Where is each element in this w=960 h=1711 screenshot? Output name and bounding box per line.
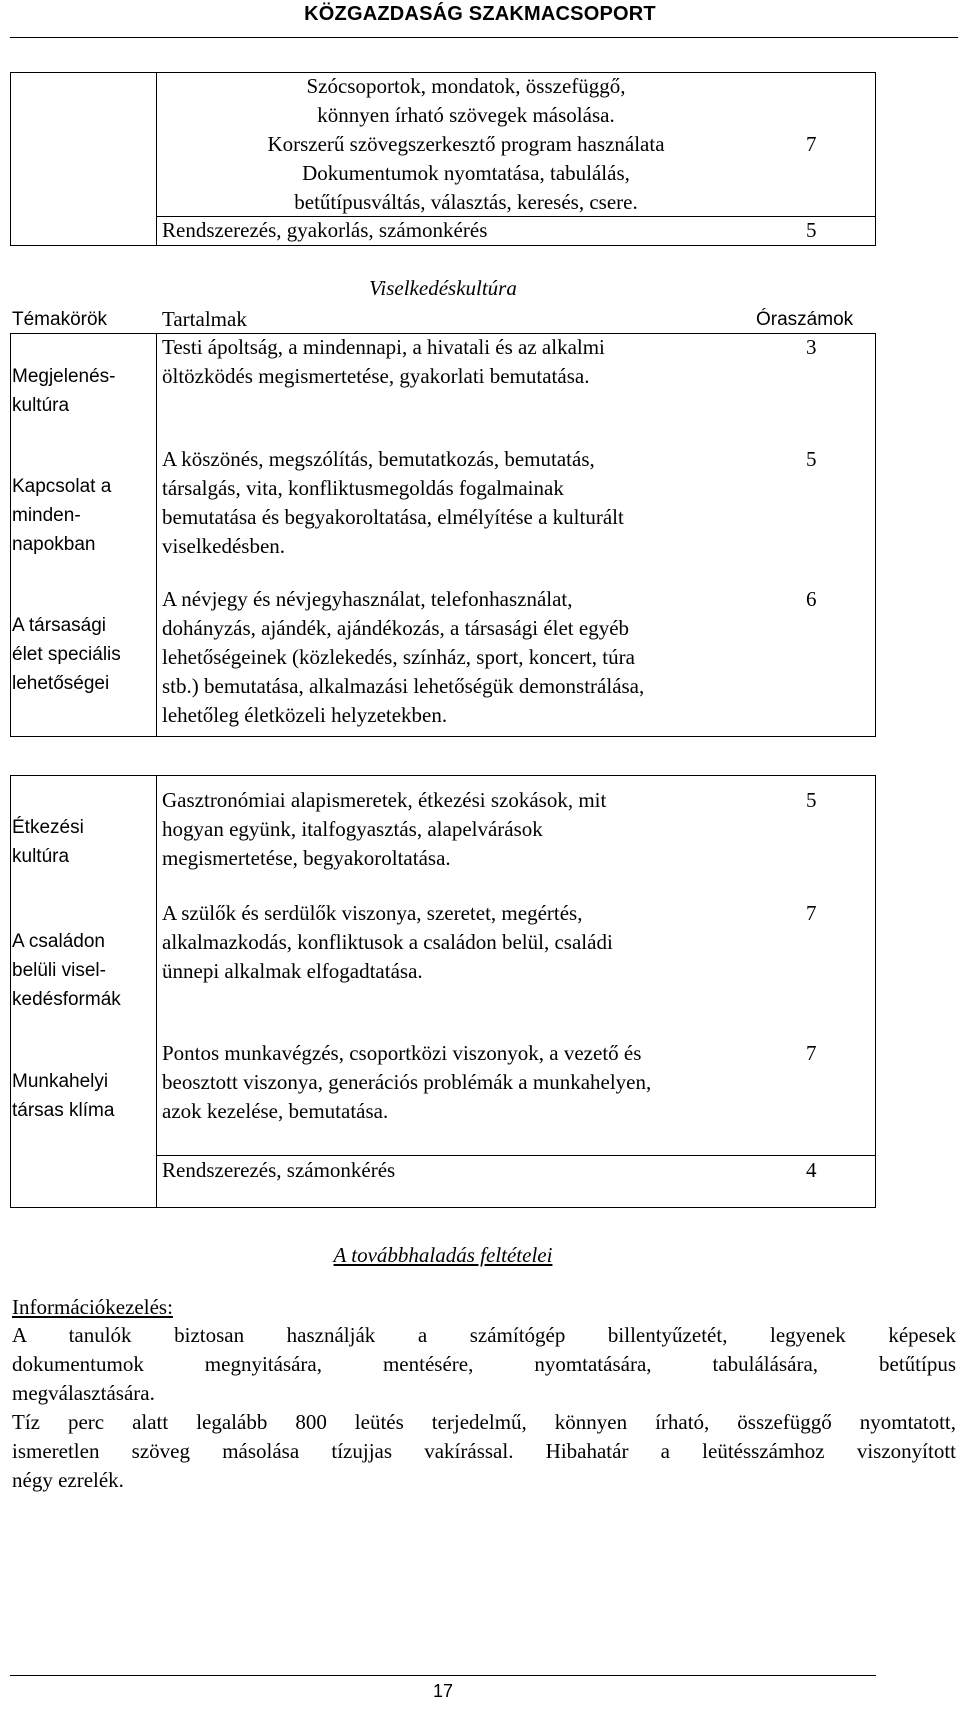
row2-topic: Kapcsolat a minden- napokban (12, 476, 112, 555)
col-header-topics: Témakörök (12, 309, 108, 330)
header-rule (10, 37, 958, 38)
progress-paragraph-2: Tíz perc alatt legalább 800 leütés terjedelmű, könnyen írható, összefüggő nyomtatott, ismeretlen szöveg másolása tízujjas vakírással. Hibahatár a leütésszámhoz viszonyított négy ezrelék. (12, 1410, 956, 1492)
row6-content: Pontos munkavégzés, csoportközi viszonyok, a vezető és beosztott viszonya, generációs problémák a munkahelyen, azok kezelése, bemutatása. (162, 1041, 652, 1123)
footer-rule (10, 1675, 876, 1676)
row4-hours: 5 (806, 788, 817, 812)
col-header-hours: Óraszámok (756, 309, 854, 330)
section-title: Viselkedéskultúra (369, 276, 517, 300)
row3-hours: 6 (806, 587, 817, 611)
top-content-hours: 7 (806, 132, 817, 156)
row5-content: A szülők és serdülők viszonya, szeretet, megértés, alkalmazkodás, konfliktusok a családon belül, családi ünnepi alkalmak elfogadtatása. (162, 901, 613, 983)
row2-hours: 5 (806, 447, 817, 471)
row4-content: Gasztronómiai alapismeretek, étkezési szokások, mit hogyan együnk, italfogyasztás, alapelvárások megismertetése, begyakoroltatása. (162, 788, 607, 870)
top-summary-label: Rendszerezés, gyakorlás, számonkérés (162, 218, 488, 242)
row5-topic: A családon belüli visel- kedésformák (12, 931, 121, 1010)
progress-subtitle: Információkezelés: (12, 1295, 173, 1319)
row3-content: A névjegy és névjegyhasználat, telefonhasználat, dohányzás, ajándék, ajándékozás, a társasági élet egyéb lehetőségeinek (közlekedés, színház, sport, koncert, túra stb.) bemutatása, alkalmazási lehetőségük demonstrálása, lehetőleg életközeli helyzetekben. (162, 587, 645, 727)
row4-topic: Étkezési kultúra (12, 817, 84, 867)
row3-topic: A társasági élet speciális lehetőségei (12, 615, 121, 694)
section-table-2-divider (156, 775, 157, 1208)
progress-paragraph-1: A tanulók biztosan használják a számítógép billentyűzetét, legyenek képesek dokumentumok megnyitására, mentésére, nyomtatására, tabulálására, betűtípus megválasztására. (12, 1323, 956, 1405)
summary2-hours: 4 (806, 1158, 817, 1182)
row1-content: Testi ápoltság, a mindennapi, a hivatali és az alkalmi öltözködés megismertetése, gyakorlati bemutatása. (162, 335, 605, 388)
page-header-title: KÖZGAZDASÁG SZAKMACSOPORT (304, 3, 656, 25)
page-number: 17 (432, 1681, 454, 1701)
row1-hours: 3 (806, 335, 817, 359)
progress-title: A továbbhaladás feltételei (333, 1243, 553, 1267)
top-summary-hours: 5 (806, 218, 817, 242)
col-header-contents: Tartalmak (162, 307, 247, 331)
row5-hours: 7 (806, 901, 817, 925)
row6-topic: Munkahelyi társas klíma (12, 1071, 115, 1121)
row6-hours: 7 (806, 1041, 817, 1065)
row2-content: A köszönés, megszólítás, bemutatkozás, bemutatás, társalgás, vita, konfliktusmegoldás fogalmainak bemutatása és begyakoroltatása, elmélyítése a kulturált viselkedésben. (162, 447, 624, 558)
row1-topic: Megjelenés- kultúra (12, 366, 116, 416)
summary2-label: Rendszerezés, számonkérés (162, 1158, 396, 1182)
top-content-text: Szócsoportok, mondatok, összefüggő, könnyen írható szövegek másolása. Korszerű szövegszerkesztő program használata Dokumentumok nyomtatása, tabulálás, betűtípusváltás, választás, keresés, csere. (267, 74, 665, 214)
section-table-1-divider (156, 333, 157, 737)
